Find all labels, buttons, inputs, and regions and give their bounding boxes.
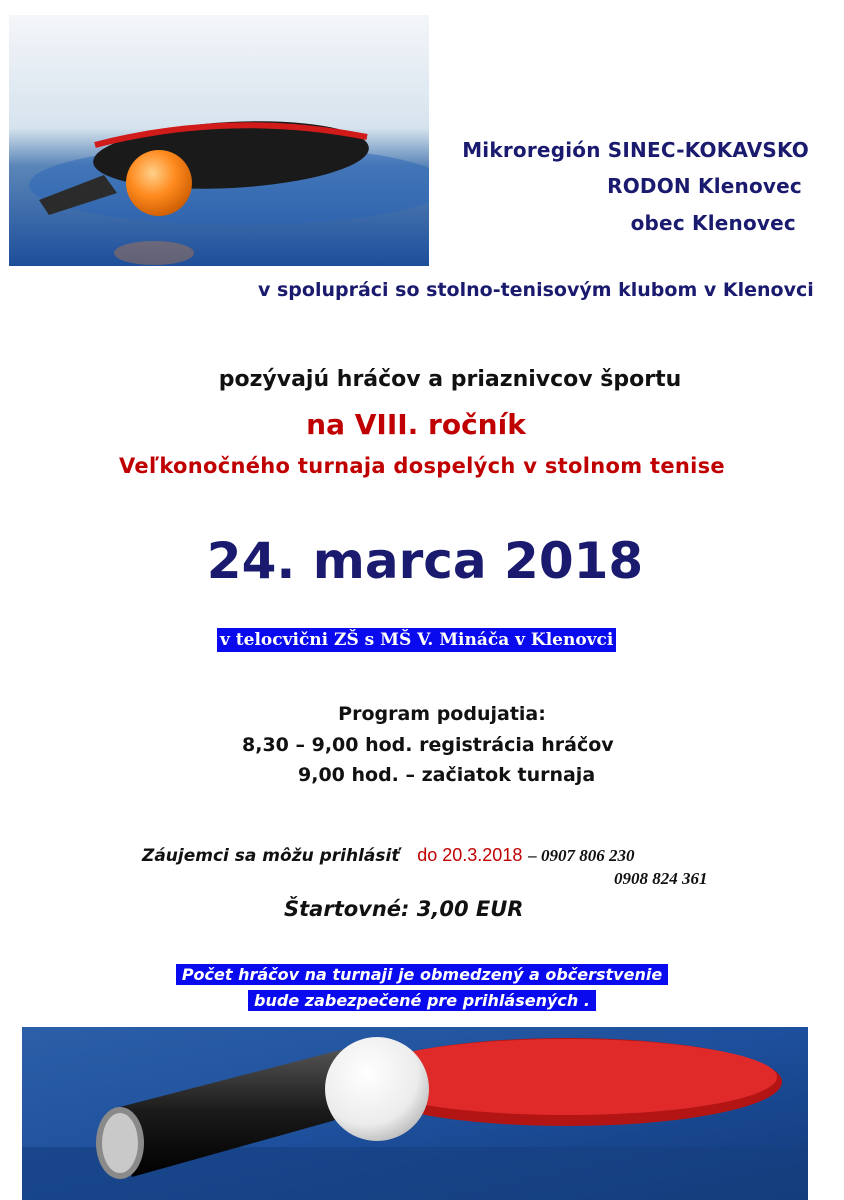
program-item: 8,30 – 9,00 hod. registrácia hráčov: [242, 734, 614, 756]
organizer-line: RODON Klenovec: [607, 174, 802, 198]
invite-heading: pozývajú hráčov a priaznivcov športu: [218, 367, 682, 392]
tournament-heading: Veľkonočného turnaja dospelých v stolnom tenise: [119, 454, 725, 478]
notice-line: bude zabezpečené pre prihlásených .: [248, 990, 596, 1011]
table-tennis-photo-top: [9, 15, 429, 266]
notice-line: Počet hráčov na turnaji je obmedzený a občerstvenie: [176, 964, 668, 985]
venue-label: v telocvični ZŠ s MŠ V. Mináča v Klenovci: [217, 628, 616, 652]
entry-fee: Štartovné: 3,00 EUR: [284, 897, 524, 921]
program-title: Program podujatia:: [338, 703, 546, 725]
organizer-line: Mikroregión SINEC-KOKAVSKO: [462, 138, 809, 162]
organizer-line: obec Klenovec: [630, 211, 796, 235]
table-tennis-photo-bottom: [22, 1027, 808, 1200]
signup-text: Záujemci sa môžu prihlásiť: [142, 846, 400, 866]
phone-number: 0908 824 361: [614, 869, 708, 888]
signup-line: [142, 845, 635, 866]
program-item: 9,00 hod. – začiatok turnaja: [298, 764, 596, 786]
phone-number: – 0907 806 230: [528, 846, 635, 865]
cooperation-line: v spolupráci so stolno-tenisovým klubom v Klenovci: [258, 279, 814, 301]
edition-heading: na VIII. ročník: [306, 408, 526, 441]
event-date: 24. marca 2018: [206, 532, 644, 590]
signup-deadline: do 20.3.2018: [417, 845, 523, 865]
notice-box: [0, 962, 844, 1014]
